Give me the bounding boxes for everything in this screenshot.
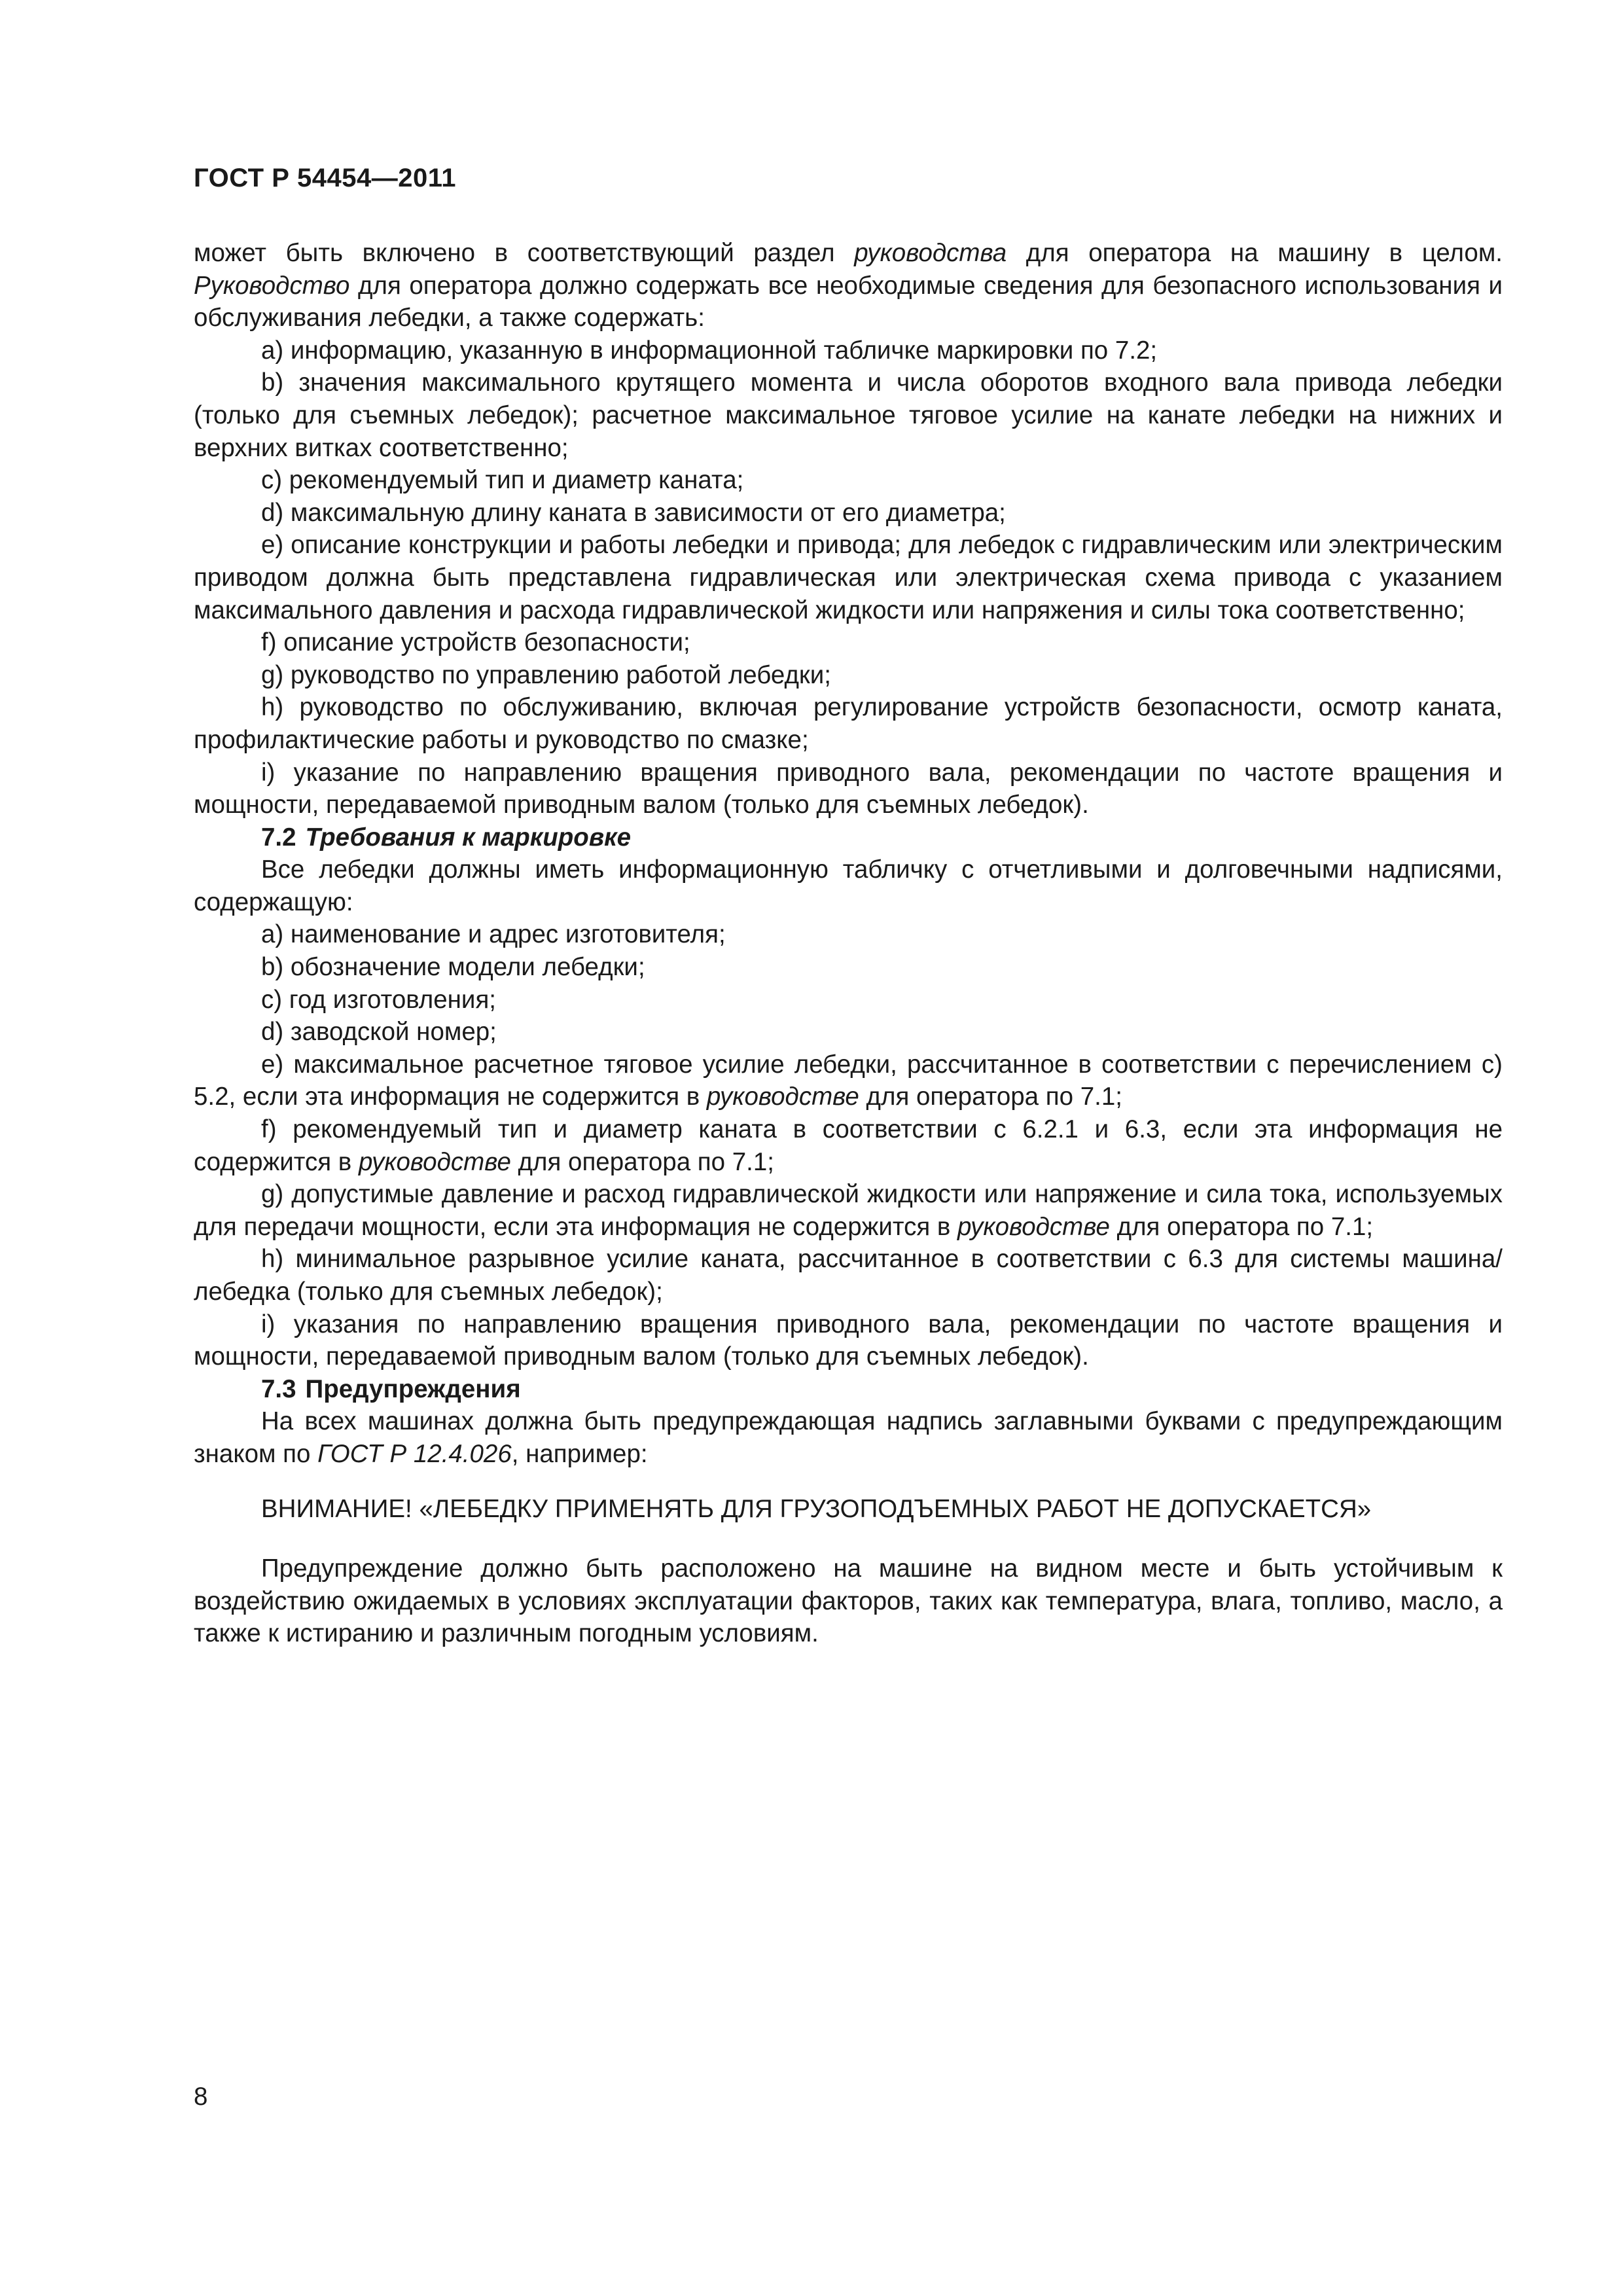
document-header: ГОСТ Р 54454—2011 bbox=[194, 164, 456, 192]
section-title: Предупреждения bbox=[305, 1374, 521, 1403]
italic-term: Руководство bbox=[194, 271, 350, 300]
list-item bbox=[194, 1049, 1503, 1113]
section-title: Требования к маркировке bbox=[305, 823, 632, 852]
list-item: d) максимальную длину каната в зависимости от его диаметра; bbox=[261, 498, 1006, 527]
italic-term: руководстве bbox=[358, 1147, 511, 1176]
list-item: d) заводской номер; bbox=[261, 1018, 497, 1047]
list-item: b) значения максимального крутящего момента и числа оборотов входного вала привода лебедки (только для съемных лебедок); расчетное максимальное тяговое усилие на канате лебедки на нижних и верхних витках соответственно; bbox=[194, 368, 1503, 462]
text-run: для оператора на машину в целом. bbox=[1007, 239, 1503, 267]
list-item: а) информацию, указанную в информационной табличке маркировки по 7.2; bbox=[261, 336, 1158, 365]
list-item: g) руководство по управлению работой лебедки; bbox=[261, 660, 831, 689]
italic-term: руководстве bbox=[957, 1212, 1110, 1241]
page-number: 8 bbox=[194, 2083, 208, 2111]
list-item bbox=[194, 1113, 1503, 1178]
list-item: а) наименование и адрес изготовителя; bbox=[261, 920, 726, 949]
warning-text: ВНИМАНИЕ! «ЛЕБЕДКУ ПРИМЕНЯТЬ ДЛЯ ГРУЗОПОДЪЕМНЫХ РАБОТ НЕ ДОПУСКАЕТСЯ» bbox=[261, 1494, 1372, 1523]
text-run: е) максимальное расчетное тяговое усилие лебедки, рассчитанное в соответствии с перечислением с) 5.2, если эта информация не содержится в bbox=[194, 1050, 1503, 1111]
text-run: для оператора по 7.1; bbox=[1109, 1212, 1374, 1241]
list-item: с) рекомендуемый тип и диаметр каната; bbox=[261, 466, 744, 495]
text-run: для оператора по 7.1; bbox=[510, 1147, 774, 1176]
list-item: i) указание по направлению вращения приводного вала, рекомендации по частоте вращения и мощности, передаваемой приводным валом (только для съемных лебедок). bbox=[194, 758, 1503, 819]
list-item: е) описание конструкции и работы лебедки и привода; для лебедок с гидравлическим или электрическим приводом должна быть представлена гидравлическая или электрическая схема привода с указанием максимального давления и расхода гидравлической жидкости или напряжения и силы тока соответственно; bbox=[194, 531, 1503, 624]
section-heading-7-2 bbox=[194, 821, 1503, 854]
section-number: 7.3 bbox=[261, 1374, 296, 1403]
text-run: g) допустимые давление и расход гидравлической жидкости или напряжение и сила тока, используемых для передачи мощности, если эта информация не содержится в bbox=[194, 1180, 1503, 1241]
list-item: с) год изготовления; bbox=[261, 985, 496, 1014]
italic-term: руководства bbox=[854, 239, 1007, 267]
list-item: i) указания по направлению вращения приводного вала, рекомендации по частоте вращения и мощности, передаваемой приводным валом (только для съемных лебедок). bbox=[194, 1310, 1503, 1371]
section-number: 7.2 bbox=[261, 823, 296, 852]
list-item: b) обозначение модели лебедки; bbox=[261, 953, 645, 982]
text-run: f) рекомендуемый тип и диаметр каната в соответствии с 6.2.1 и 6.3, если эта информация не содержится в bbox=[194, 1115, 1503, 1176]
text-run: может быть включено в соответствующий раздел bbox=[194, 239, 855, 267]
text-run: для оператора должно содержать все необходимые сведения для безопасного использования и обслуживания лебедки, а также содержать: bbox=[194, 271, 1503, 332]
text-run: для оператора по 7.1; bbox=[859, 1083, 1122, 1111]
list-item: h) руководство по обслуживанию, включая регулирование устройств безопасности, осмотр каната, профилактические работы и руководство по смазке; bbox=[194, 693, 1503, 754]
list-item: f) описание устройств безопасности; bbox=[261, 628, 690, 657]
list-item bbox=[194, 1178, 1503, 1243]
section-paragraph: Предупреждение должно быть расположено на машине на видном месте и быть устойчивым к воздействию ожидаемых в условиях эксплуатации факторов, таких как температура, влага, топливо, масло, а также к истиранию и различным погодным условиям. bbox=[194, 1554, 1503, 1648]
text-run: , например: bbox=[511, 1439, 648, 1468]
section-heading-7-3 bbox=[194, 1373, 1503, 1406]
document-body bbox=[194, 237, 1503, 1650]
italic-term: ГОСТ Р 12.4.026 bbox=[317, 1439, 512, 1468]
italic-term: руководстве bbox=[706, 1083, 859, 1111]
text-run: На всех машинах должна быть предупреждающая надпись заглавными буквами с предупреждающим знаком по bbox=[194, 1407, 1503, 1468]
section-intro: Все лебедки должны иметь информационную табличку с отчетливыми и долговечными надписями, содержащую: bbox=[194, 855, 1503, 916]
intro-paragraph bbox=[194, 237, 1503, 334]
section-paragraph bbox=[194, 1405, 1503, 1470]
list-item: h) минимальное разрывное усилие каната, рассчитанное в соответствии с 6.3 для системы машина/лебедка (только для съемных лебедок); bbox=[194, 1245, 1503, 1306]
